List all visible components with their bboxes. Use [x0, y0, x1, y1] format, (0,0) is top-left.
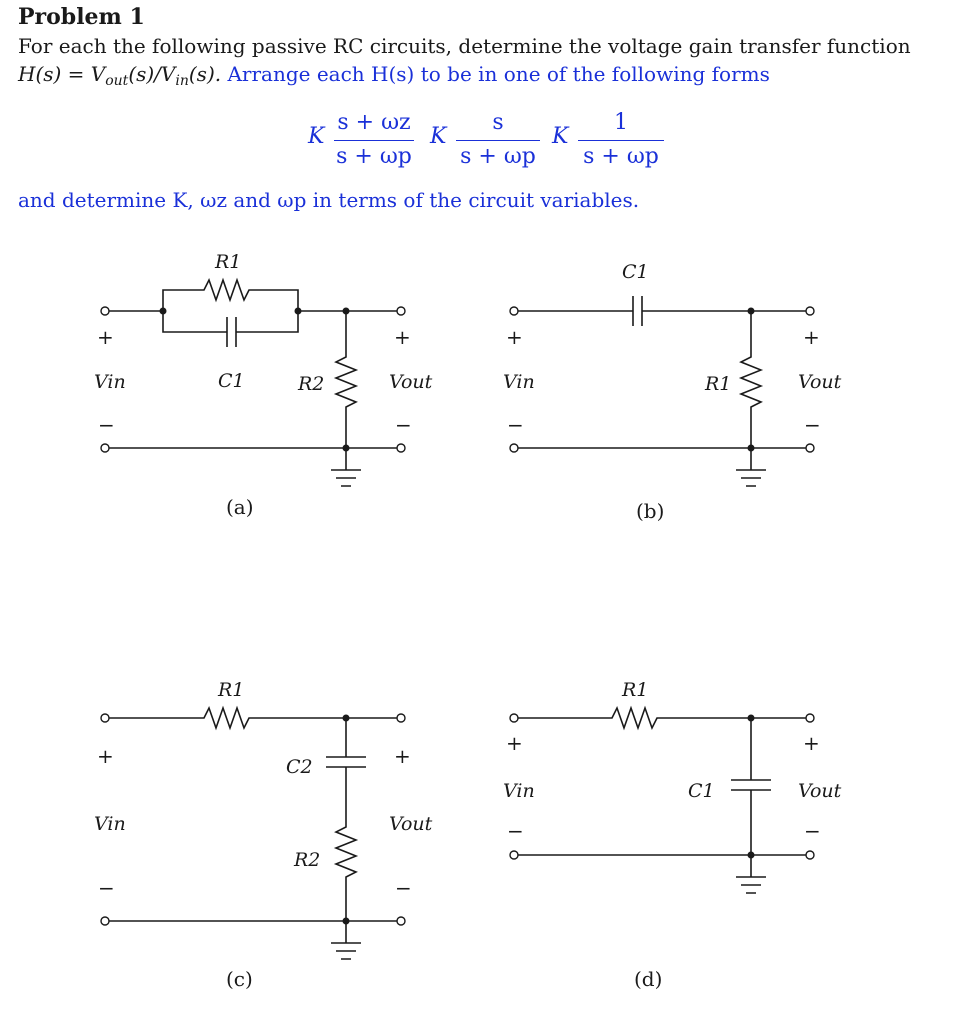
output-terminal: [397, 714, 405, 722]
form-k: K: [430, 124, 447, 149]
circuit-a: [94, 251, 433, 519]
junction: [748, 445, 755, 452]
junction: [343, 715, 350, 722]
form-k: K: [308, 124, 325, 149]
minus-sign: −: [804, 819, 821, 843]
minus-sign: −: [98, 876, 115, 900]
label-r2: R2: [298, 373, 325, 395]
input-terminal: [510, 444, 518, 452]
circuit-d: [503, 679, 842, 991]
ground-symbol: [331, 448, 361, 486]
minus-sign: −: [395, 413, 412, 437]
input-terminal: [101, 714, 109, 722]
wire: [163, 311, 298, 332]
caption-c: (c): [226, 967, 253, 991]
label-vout: Vout: [798, 780, 842, 802]
label-vin: Vin: [503, 371, 535, 393]
plus-sign: +: [394, 744, 411, 768]
form-numerator: 1: [614, 110, 628, 135]
circuit-b: [503, 261, 842, 523]
label-c1: C1: [688, 780, 715, 802]
label-vout: Vout: [389, 813, 433, 835]
form-k: K: [552, 124, 569, 149]
input-terminal: [101, 444, 109, 452]
problem-title: Problem 1: [18, 4, 145, 30]
junction: [160, 308, 167, 315]
label-c2: C2: [286, 756, 313, 778]
caption-b: (b): [636, 499, 665, 523]
minus-sign: −: [804, 413, 821, 437]
plus-sign: +: [803, 731, 820, 755]
plus-sign: +: [506, 731, 523, 755]
minus-sign: −: [507, 819, 524, 843]
junction: [748, 308, 755, 315]
label-c1: C1: [622, 261, 649, 283]
plus-sign: +: [97, 744, 114, 768]
resistor-r1: [741, 311, 761, 448]
form-numerator: s: [492, 110, 504, 135]
resistor-r2: [336, 767, 356, 921]
label-vin: Vin: [94, 371, 126, 393]
label-vin: Vin: [503, 780, 535, 802]
minus-sign: −: [395, 876, 412, 900]
junction: [343, 445, 350, 452]
junction: [343, 918, 350, 925]
output-terminal: [397, 917, 405, 925]
problem-statement-line-3: and determine K, ωz and ωp in terms of the circuit variables.: [18, 188, 640, 212]
transfer-function-tail: (s).: [188, 62, 222, 86]
caption-d: (d): [634, 967, 663, 991]
junction: [748, 715, 755, 722]
output-terminal: [806, 714, 814, 722]
output-terminal: [397, 307, 405, 315]
vout-subscript: out: [105, 73, 129, 89]
label-c1: C1: [218, 370, 245, 392]
plus-sign: +: [803, 325, 820, 349]
label-vout: Vout: [798, 371, 842, 393]
output-terminal: [806, 307, 814, 315]
caption-a: (a): [226, 495, 254, 519]
ground-symbol: [736, 448, 766, 486]
label-r1: R1: [622, 679, 649, 701]
label-vout: Vout: [389, 371, 433, 393]
minus-sign: −: [507, 413, 524, 437]
capacitor-c2: [326, 757, 366, 767]
plus-sign: +: [506, 325, 523, 349]
label-vin: Vin: [94, 813, 126, 835]
label-r1: R1: [705, 373, 732, 395]
label-r1: R1: [218, 679, 245, 701]
form-denominator: s + ωp: [583, 144, 659, 169]
plus-sign: +: [394, 325, 411, 349]
circuit-c: [94, 679, 433, 991]
input-terminal: [510, 307, 518, 315]
ground-symbol: [331, 921, 361, 959]
output-terminal: [806, 851, 814, 859]
minus-sign: −: [98, 413, 115, 437]
form-denominator: s + ωp: [336, 144, 412, 169]
arrange-instruction: Arrange each H(s) to be in one of the following forms: [227, 62, 770, 86]
junction: [295, 308, 302, 315]
resistor-r1: [163, 280, 298, 311]
input-terminal: [510, 851, 518, 859]
ground-symbol: [736, 855, 766, 893]
capacitor-c1: [633, 296, 642, 326]
input-terminal: [101, 917, 109, 925]
label-r1: R1: [215, 251, 242, 273]
resistor-r2: [336, 311, 356, 448]
form-numerator: s + ωz: [337, 110, 411, 135]
input-terminal: [510, 714, 518, 722]
form-denominator: s + ωp: [460, 144, 536, 169]
transfer-function-lhs: H(s) = V: [18, 62, 106, 86]
output-terminal: [806, 444, 814, 452]
junction: [748, 852, 755, 859]
capacitor-c1: [731, 780, 771, 790]
capacitor-c1: [227, 317, 236, 347]
vin-subscript: in: [175, 73, 189, 89]
problem-statement-line-1: For each the following passive RC circuits, determine the voltage gain transfer function: [18, 34, 911, 58]
transfer-function-mid: (s)/V: [128, 62, 176, 86]
output-terminal: [397, 444, 405, 452]
resistor-r1: [518, 708, 806, 728]
label-r2: R2: [294, 849, 321, 871]
input-terminal: [101, 307, 109, 315]
resistor-r1: [109, 708, 397, 728]
junction: [343, 308, 350, 315]
plus-sign: +: [97, 325, 114, 349]
